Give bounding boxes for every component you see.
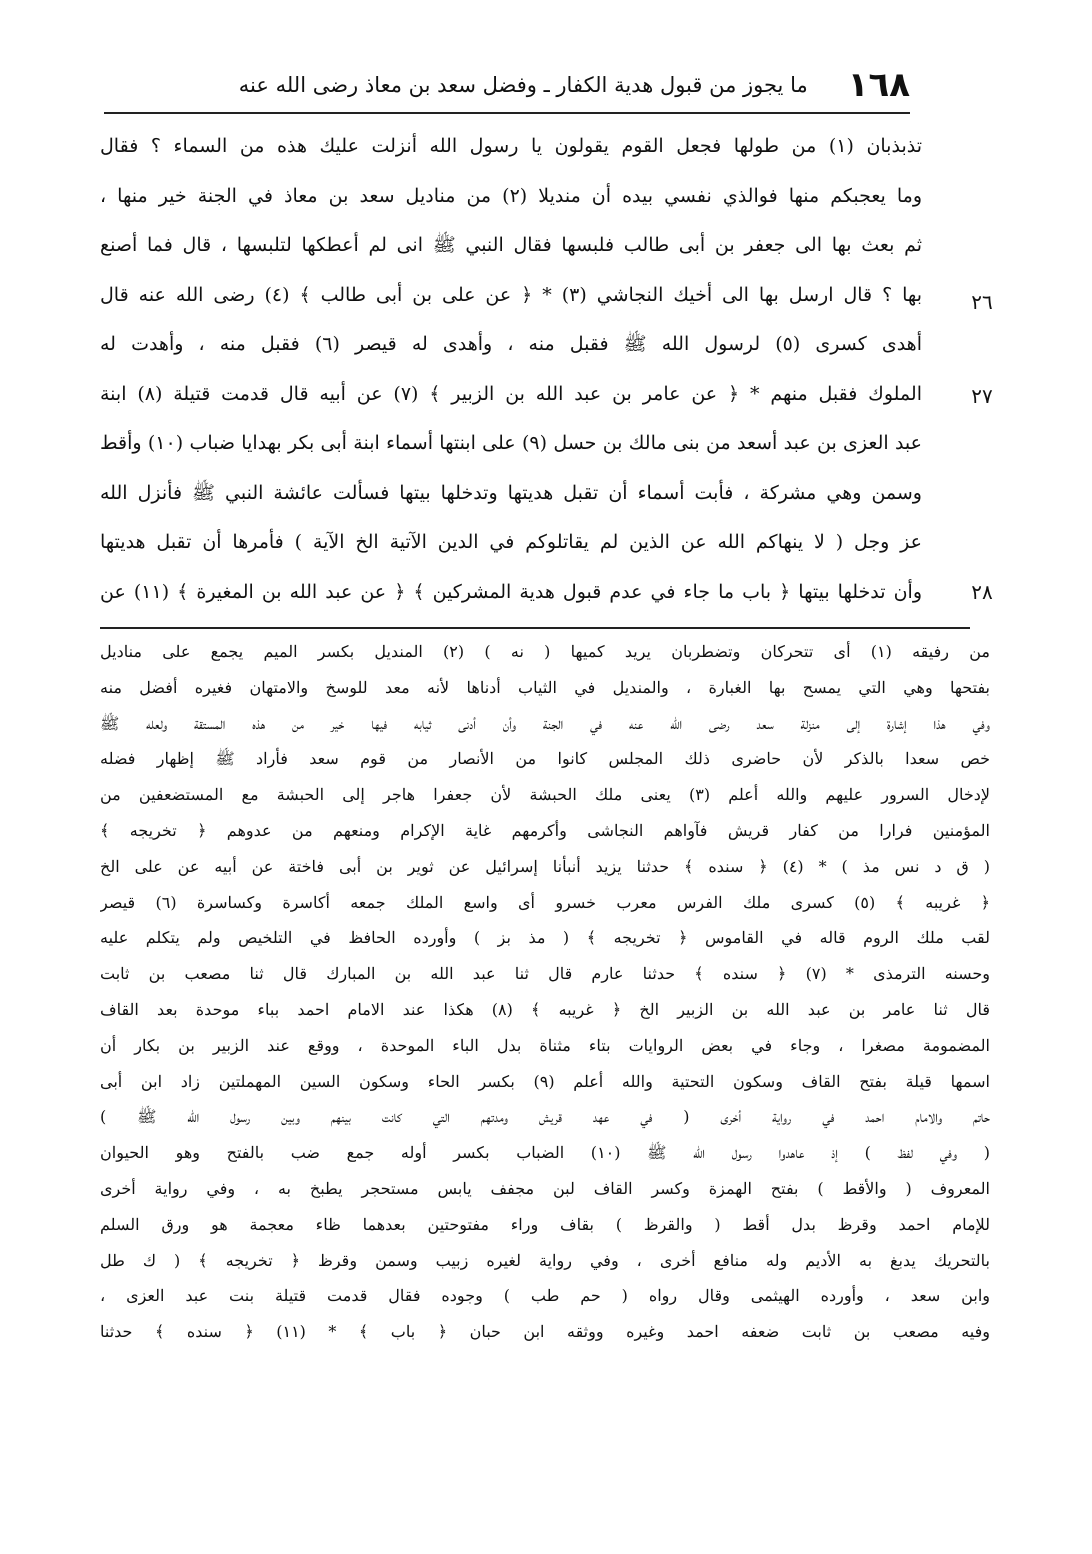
- running-title: ما يجوز من قبول هدية الكفار ـ وفضل سعد بن معاذ رضى الله عنه: [238, 73, 808, 97]
- footnote-line: ( وفي لفظ ) إذ عاهدوا رسول الله ﷺ (١٠) الضباب بكسر أوله جمع ضب بالفتح وهو الحيوان: [100, 1143, 990, 1163]
- main-text-line: الملوك فقبل منهم * ﴿ عن عامر بن عبد الله بن الزبير ﴾ (٧) عن أبيه قال قدمت قتيلة (٨) ابنة: [100, 382, 922, 405]
- footnote-line: وفيه مصعب بن ثابت ضعفه احمد وغيره ووثقه ابن حبان ﴿ باب ﴾ * (١١) ﴿ سنده ﴾ حدثنا: [100, 1322, 990, 1342]
- main-text-line: وأن تدخلها بيتها ﴿ باب ما جاء في عدم قبول هدية المشركين ﴾ ﴿ عن عبد الله بن المغيرة ﴾ (١١) عن: [100, 580, 922, 603]
- footnote-line: وحسنه الترمذى * (٧) ﴿ سنده ﴾ حدثنا عارم قال ثنا عبد الله بن المبارك قال ثنا مصعب بن ثابت: [100, 964, 990, 984]
- footnote-line: من رفيقه (١) أى تتحركان وتضطربان يريد كميها ( نه ) (٢) المنديل بكسر الميم يجمع على مناديل: [100, 642, 990, 661]
- footnote-line: حاتم والامام احمد في رواية أخرى ( في عهد قريش ومدتهم التي كانت بينهم وبين رسول الله ﷺ ): [100, 1107, 990, 1127]
- footnote-line: بالتحريك يدبغ به الأديم وله منافع أخرى ، وفي رواية لغيره زبيب وسمن وقرظ ﴿ تخريجه ﴾ ( ك طل: [100, 1250, 990, 1270]
- footnote-line: لإدخال السرور عليهم والله أعلم (٣) يعنى ملك الحبشة لأن جعفرا هاجر إلى الحبشة مع المستضعفين من: [100, 785, 990, 805]
- page-header: [140, 62, 910, 108]
- footnote-line: لقب ملك الروم قاله في القاموس ﴿ تخريجه ﴾ ( مذ بز ) وأورده الحافظ في التلخيص ولم يتكلم عليه: [100, 928, 990, 948]
- footnote-line: وفي هذا إشارة إلى منزلة سعد رضى الله عنه في الجنة وأن أدنى ثيابه فيها خير من هذه المستقة ولعله ﷺ: [100, 713, 990, 733]
- main-text-line: تذبذبان (١) من طولها فجعل القوم يقولون يا رسول الله أنزلت عليك هذه من السماء ؟ فقال: [100, 135, 922, 157]
- main-text-line: عبد العزى بن عبد أسعد من بنى مالك بن حسل (٩) على ابنتها أسماء ابنة أبى بكر بهدايا ضباب (١٠) وأقط: [100, 432, 922, 454]
- footnote-divider: [100, 627, 970, 629]
- footnote-line: اسمها قيلة بفتح القاف وسكون التحتية والله أعلم (٩) بكسر الحاء وسكون السين المهملتين زاد ابن أبى: [100, 1071, 990, 1091]
- main-text-line: عز وجل ( لا ينهاكم الله عن الذين لم يقاتلوكم في الدين الآتية الخ الآية ) فأمرها أن تقبل هديتها: [100, 531, 922, 553]
- hadith-number: ٢٨: [971, 580, 993, 604]
- footnote-line: قال ثنا عامر بن عبد الله بن الزبير الخ ﴿ غريبه ﴾ (٨) هكذا عند الامام احمد بباء موحدة بعد القاف: [100, 999, 990, 1019]
- footnote-line: المؤمنين فرارا من كفار قريش فآواهم النجاشى وأكرمهم غاية الإكرام ومنعهم من عدوهم ﴿ تخريجه ﴾: [100, 820, 990, 840]
- main-text-line: وما يعجبكم منها فوالذي نفسي بيده أن منديلا (٢) من مناديل سعد بن معاذ في الجنة خير منها ،: [100, 184, 922, 207]
- footnote-line: المعروف ( والأقط ) بفتح الهمزة وكسر القاف لبن مجفف يابس مستحجر يطبخ به ، وفي رواية أخرى: [100, 1178, 990, 1198]
- hadith-number: ٢٦: [971, 290, 993, 314]
- header-divider: [104, 112, 910, 114]
- main-text-line: وسمن وهي مشركة ، فأبت أسماء أن تقبل هديتها وتدخلها بيتها فسألت عائشة النبي ﷺ فأنزل الله: [100, 481, 922, 504]
- main-text: [100, 122, 922, 617]
- footnote-line: بفتحها وهي التي يمسح بها الغبارة ، والمنديل في الثياب أدناها لأنه معد للوسخ والامتهان فغيره أفضل منه: [100, 677, 990, 697]
- footnote-line: ﴿ غريبه ﴾ (٥) كسرى ملك الفرس معرب خسرو أى واسع الملك جمعه أكاسرة وكساسرة (٦) قيصر: [100, 892, 990, 912]
- page-number: ١٦٨: [847, 65, 910, 105]
- footnote-line: للإمام احمد وقرظ بدل أقط ( والقرظ ) بقاف وراء مفتوحتين بعدهما ظاء معجمة هو ورق السلم: [100, 1214, 990, 1234]
- main-text-line: ثم بعث بها الى جعفر بن أبى طالب فلبسها فقال النبي ﷺ انى لم أعطكها لتلبسها ، قال فما أصنع: [100, 234, 922, 256]
- footnote-line: وابن سعد ، وأورده الهيثمى وقال رواه ( حم طب ) وجوده فقال قدمت قتيلة بنت عبد العزى ،: [100, 1286, 990, 1306]
- footnote-line: المضمومة مصغرا ، وجاء في بعض الروايات بتاء مثناة بدل الباء الموحدة ، ووقع عند الزبير بن بكار أن: [100, 1035, 990, 1055]
- hadith-number: ٢٧: [971, 384, 993, 408]
- main-text-line: بها ؟ قال ارسل بها الى أخيك النجاشي (٣) * ﴿ عن على بن أبى طالب ﴾ (٤) رضى الله عنه قال: [100, 283, 922, 306]
- footnote-line: ( ق د نس مذ ) * (٤) ﴿ سنده ﴾ حدثنا يزيد أنبأنا إسرائيل عن ثوير بن أبى فاختة عن أبيه عن على الخ: [100, 856, 990, 876]
- footnote-line: خص سعدا بالذكر لأن حاضرى ذلك المجلس كانوا من الأنصار من قوم سعد فأراد ﷺ إظهار فضله: [100, 749, 990, 769]
- footnotes: [100, 634, 990, 1350]
- main-text-line: أهدى كسرى (٥) لرسول الله ﷺ فقبل منه ، وأهدى له قيصر (٦) فقبل منه ، وأهدت له: [100, 333, 922, 355]
